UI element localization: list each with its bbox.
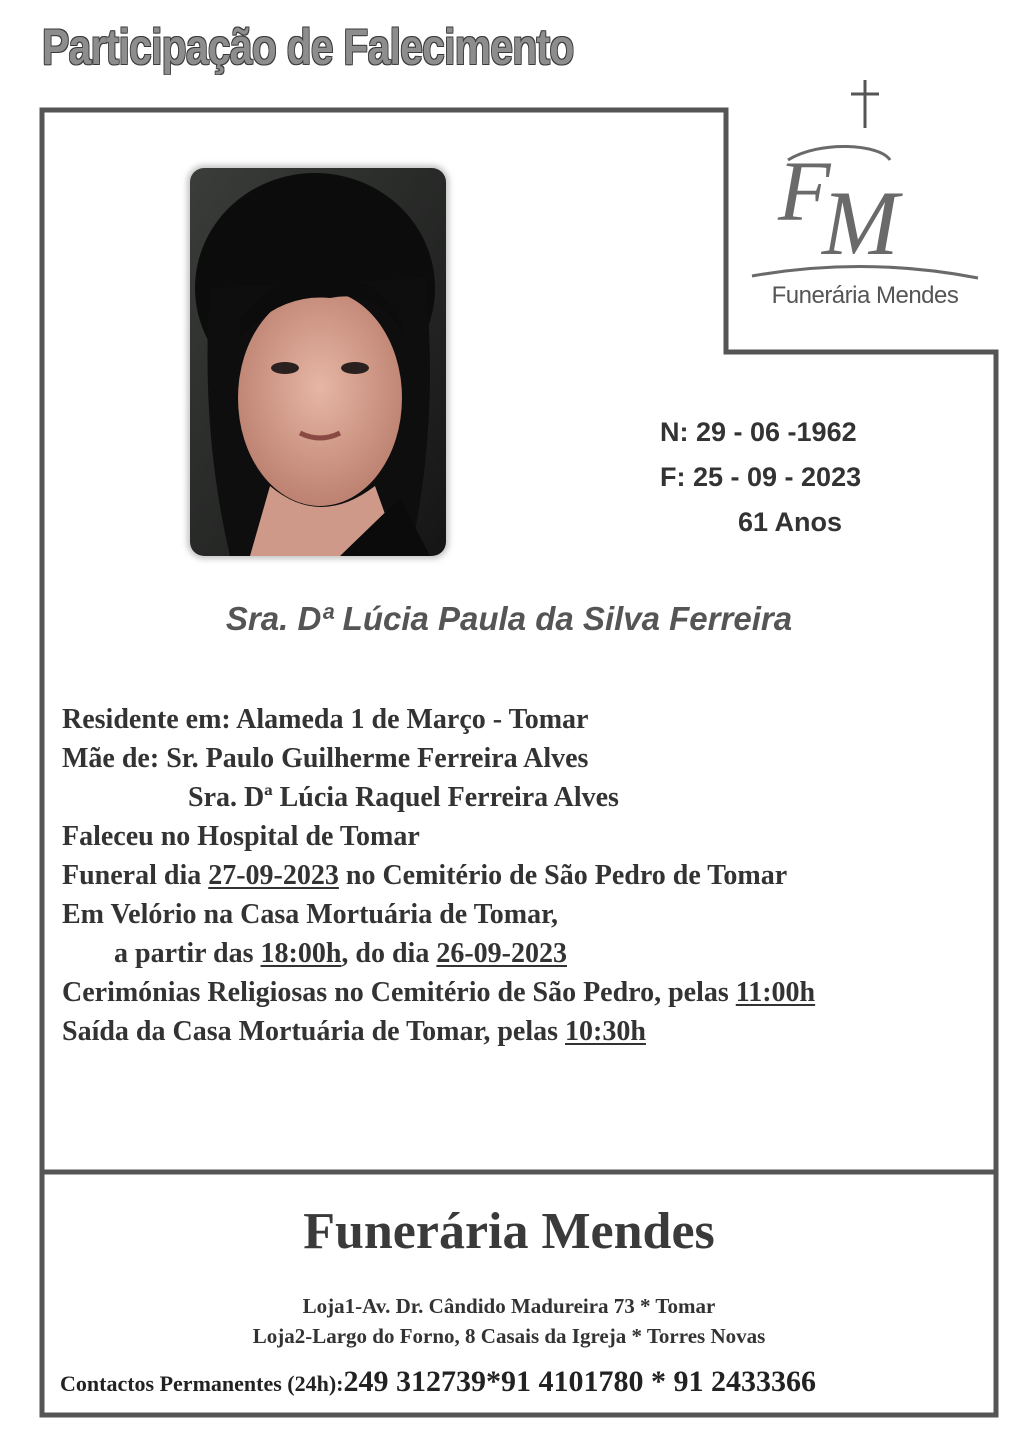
wake-date: 26-09-2023: [436, 938, 567, 969]
svg-text:M: M: [822, 172, 899, 274]
wake-prefix: a partir das: [114, 938, 261, 969]
mother-of-line: [62, 739, 815, 778]
age: 61 Anos: [737, 507, 843, 537]
contacts-label: Contactos Permanentes (24h):: [60, 1371, 344, 1396]
contacts-line: [60, 1365, 816, 1399]
cross-icon: [848, 78, 882, 130]
details-block: [62, 700, 815, 1051]
deceased-name: Sra. Dª Lúcia Paula da Silva Ferreira: [225, 600, 793, 637]
residence-line: Residente em: Alameda 1 de Março - Tomar: [62, 704, 589, 735]
dates-block: [660, 410, 930, 545]
wake-line: Em Velório na Casa Mortuária de Tomar,: [62, 899, 558, 930]
store-2-address: Loja2-Largo do Forno, 8 Casais da Igreja * Torres Novas: [252, 1324, 766, 1348]
funeral-suffix: no Cemitério de São Pedro de Tomar: [338, 860, 788, 891]
ceremony-time: 11:00h: [735, 977, 816, 1008]
store-1-address: Loja1-Av. Dr. Cândido Madureira 73 * Tomar: [302, 1294, 716, 1318]
footer-company-name: Funerária Mendes: [303, 1203, 715, 1260]
child-2: Sra. Dª Lúcia Raquel Ferreira Alves: [188, 782, 619, 813]
funeral-line: [62, 856, 815, 895]
ceremony-prefix: Cerimónias Religiosas no Cemitério de São Pedro, pelas: [62, 977, 736, 1008]
birth-date: N: 29 - 06 -1962: [660, 417, 857, 447]
departure-time: 10:30h: [565, 1016, 646, 1047]
contacts-numbers: 249 312739*91 4101780 * 91 2433366: [343, 1365, 816, 1398]
funeral-date: 27-09-2023: [208, 860, 339, 891]
funeral-prefix: Funeral dia: [62, 860, 209, 891]
portrait-photo: [190, 168, 446, 556]
page-title: Participação de Falecimento: [42, 19, 574, 75]
death-date: F: 25 - 09 - 2023: [660, 462, 862, 492]
wake-time: 18:00h: [260, 938, 342, 969]
wake-time-line: [62, 934, 815, 973]
departure-line: [62, 1012, 815, 1051]
wake-mid: , do dia: [341, 938, 437, 969]
svg-text:F: F: [778, 143, 831, 239]
departure-prefix: Saída da Casa Mortuária de Tomar, pelas: [62, 1016, 566, 1047]
child-1: Sr. Paulo Guilherme Ferreira Alves: [166, 743, 589, 774]
logo-company-name: Funerária Mendes: [771, 282, 959, 309]
ceremony-line: [62, 973, 815, 1012]
mother-of-label: Mãe de:: [62, 743, 167, 774]
death-place-line: Faleceu no Hospital de Tomar: [62, 821, 420, 852]
